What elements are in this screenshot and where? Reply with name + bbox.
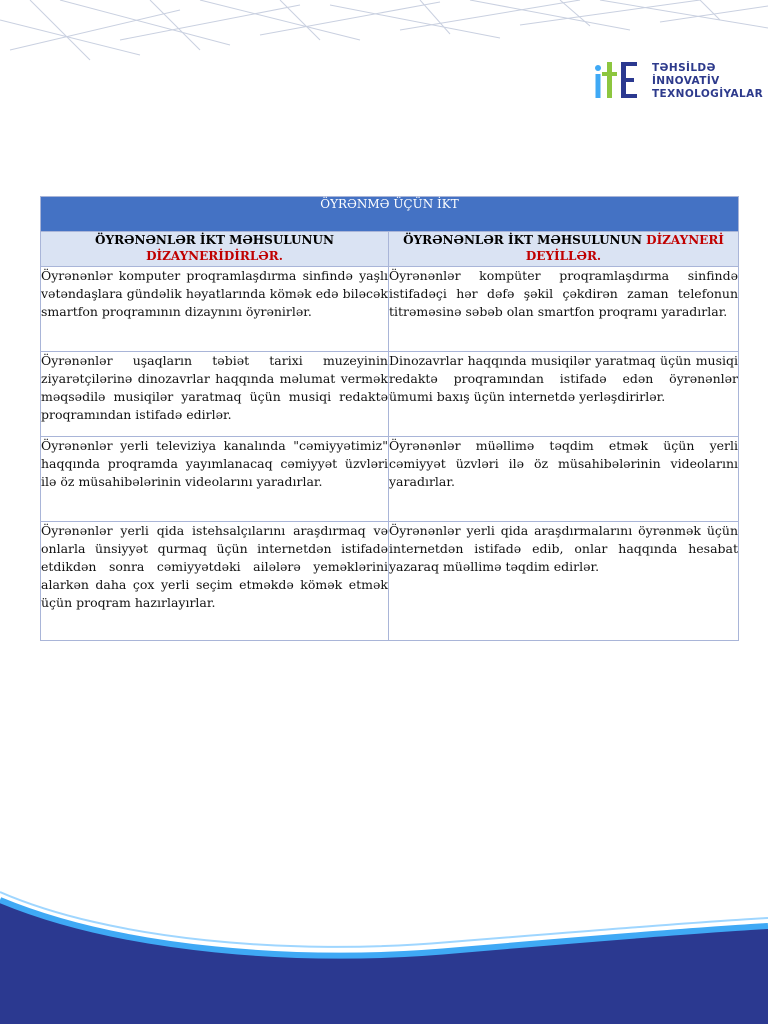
table-row (41, 352, 739, 437)
ite-logo-mark (594, 52, 640, 102)
row-2-designers-cell: Öyrənənlər uşaqların təbiət tarixi muzeyinin ziyarətçilərinə dinozavrlar haqqında məlumat vermək məqsədilə musiqilər yaratmaq üçün musiqi redaktə proqramından istifadə edirlər. (41, 352, 389, 437)
row-3-designers-cell: Öyrənənlər yerli televiziya kanalında "cəmiyyətimiz" haqqında proqramda yayımlanacaq cəmiyyət üzvləri ilə öz müsahibələrinin videolarını yaradırlar. (41, 437, 389, 522)
column-header-designers (41, 232, 389, 267)
logo-line-3: TEXNOLOGİYALAR (652, 88, 764, 100)
row-1-not-designers-cell: Öyrənənlər kompüter proqramlaşdırma sinfində istifadəçi hər dəfə şəkil çəkdirən zaman telefonun titrəməsinə səbəb olan smartfon proqramı yaradırlar. (389, 267, 739, 352)
logo-line-2: İNNOVATİV (652, 75, 720, 87)
column-header-designers-prefix: ÖYRƏNƏNLƏR İKT MƏHSULUNUN (95, 233, 334, 247)
table-title: ÖYRƏNMƏ ÜÇÜN İKT (41, 197, 739, 232)
column-header-not-designers-highlight-2: DEYİLLƏR. (525, 249, 602, 263)
column-header-not-designers-highlight-1: DİZAYNERİ (646, 233, 724, 247)
table-row (41, 267, 739, 352)
table-row (41, 522, 739, 641)
column-header-designers-highlight: DİZAYNERİDİRLƏR. (146, 249, 283, 263)
footer-wave (0, 870, 768, 1024)
row-1-designers-cell: Öyrənənlər komputer proqramlaşdırma sinfində yaşlı vətəndaşlara gündəlik həyatlarında kömək edə biləcək smartfon proqramının dizaynını öyrənirlər. (41, 267, 389, 352)
row-4-not-designers-cell: Öyrənənlər yerli qida araşdırmalarını öyrənmək üçün internetdən istifadə edib, onlar haqqında hesabat yazaraq müəllimə təqdim edirlər. (389, 522, 739, 641)
ite-logo (594, 52, 768, 102)
ict-comparison-table (40, 196, 739, 641)
column-header-not-designers-prefix: ÖYRƏNƏNLƏR İKT MƏHSULUNUN (403, 233, 642, 247)
row-3-not-designers-cell: Öyrənənlər müəllimə təqdim etmək üçün yerli cəmiyyət üzvləri ilə öz müsahibələrinin videolarını yaradırlar. (389, 437, 739, 522)
table-row (41, 437, 739, 522)
row-4-designers-cell: Öyrənənlər yerli qida istehsalçılarını araşdırmaq və onlarla ünsiyyət qurmaq üçün internetdən istifadə etdikdən sonra cəmiyyətdəki ailələrə yeməklərini alarkən daha çox yerli seçim etməkdə kömək etmək üçün proqram hazırlayırlar. (41, 522, 389, 641)
column-header-not-designers (389, 232, 739, 267)
logo-wordmark (652, 62, 763, 101)
logo-line-1: TƏHSİLDƏ (652, 62, 716, 74)
row-2-not-designers-cell: Dinozavrlar haqqında musiqilər yaratmaq üçün musiqi redaktə proqramından istifadə edən öyrənənlər ümumi baxış üçün internetdə yerləşdirirlər. (389, 352, 739, 437)
